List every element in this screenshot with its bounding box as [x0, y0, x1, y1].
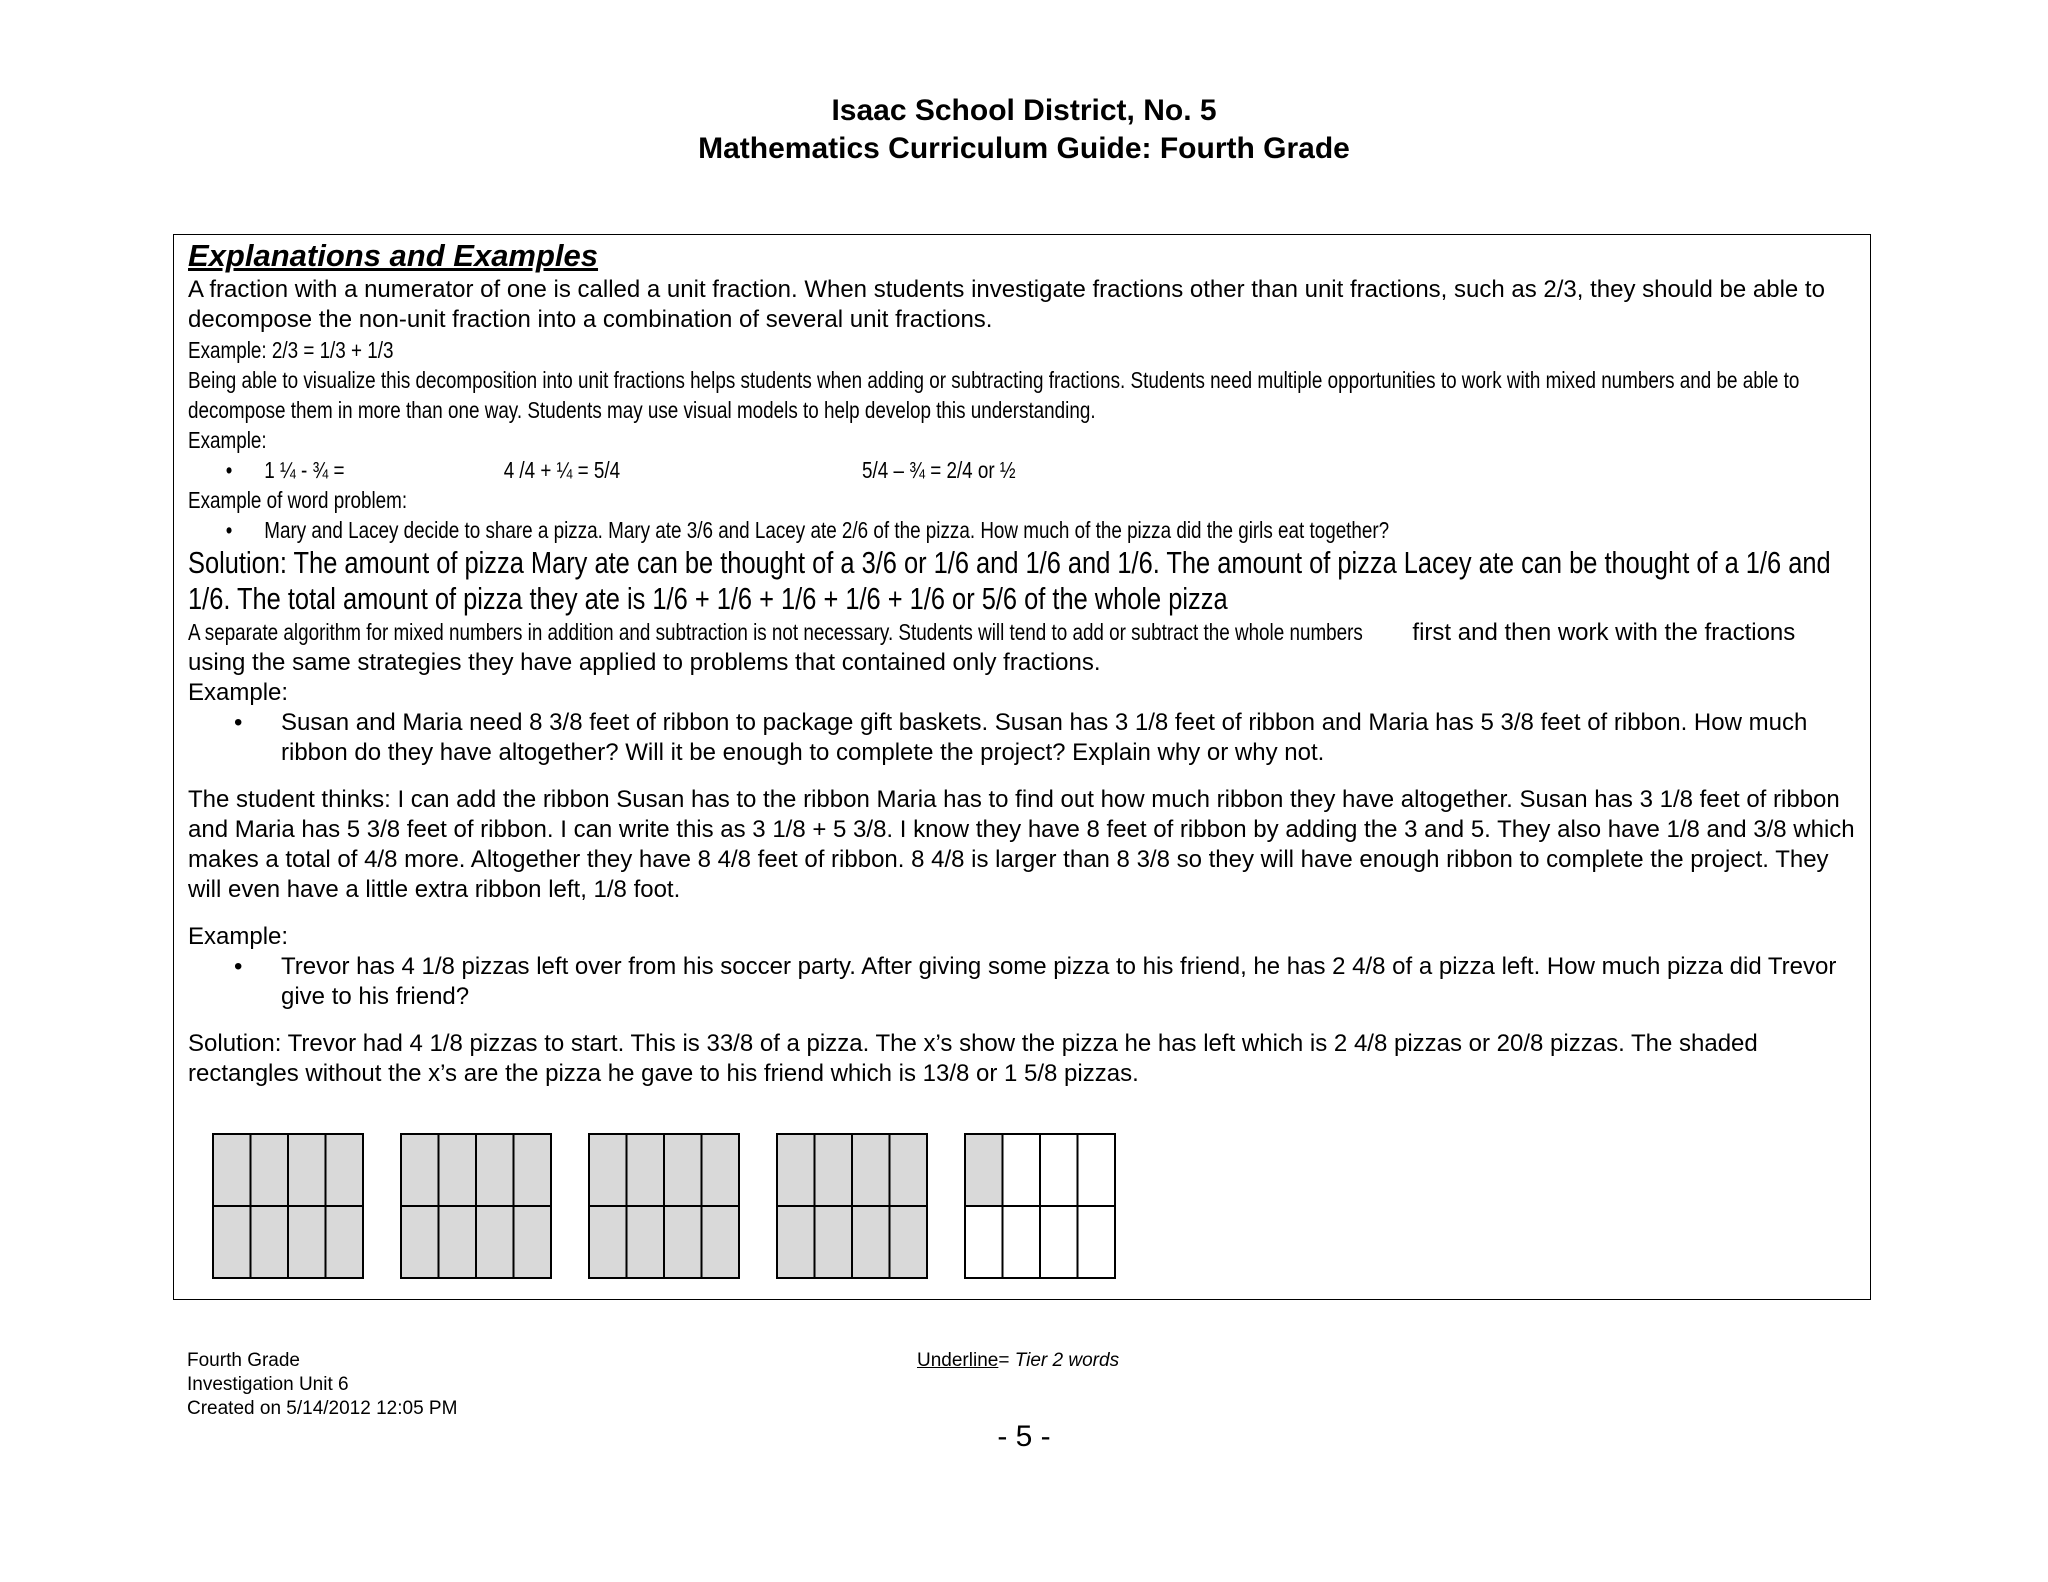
ribbon-problem-item — [188, 708, 1858, 768]
trevor-solution: Solution: Trevor had 4 1/8 pizzas to start. This is 33/8 of a pizza. The x’s show the pizza he has left which is 2 4/8 pizzas or 20/8 pizzas. The shaded rectangles without the x’s are the pizza he gave to his friend which is 13/8 or 1 5/8 pizzas. — [188, 1030, 1758, 1087]
footer-created: Created on 5/14/2012 12:05 PM — [187, 1398, 458, 1419]
shaded-eighth — [815, 1134, 853, 1206]
algorithm-paragraph — [188, 617, 1858, 678]
example-bullet-row — [188, 455, 1859, 485]
shaded-eighth — [326, 1206, 364, 1278]
legend-equals: = — [998, 1350, 1015, 1371]
shaded-eighth — [288, 1206, 326, 1278]
shaded-eighth — [664, 1134, 702, 1206]
ribbon-problem-text: Susan and Maria need 8 3/8 feet of ribbon to package gift baskets. Susan has 3 1/8 feet of ribbon and Maria has 5 3/8 feet of ribbon. How much ribbon do they have altogether? Will it be enough to complete the project? Explain why or why not. — [281, 709, 1808, 766]
trevor-problem-text: Trevor has 4 1/8 pizzas left over from his soccer party. After giving some pizza to his friend, he has 2 4/8 of a pizza left. How much pizza did Trevor give to his friend? — [281, 953, 1837, 1010]
legend-underline: Underline — [917, 1350, 999, 1371]
shaded-eighth — [476, 1134, 514, 1206]
algorithm-text-b: first and then work with the fractions using the same strategies they have applied to problems that contained only fractions. — [188, 619, 1796, 676]
example-label-3: Example: — [188, 923, 289, 950]
footer-info — [187, 1349, 457, 1421]
pizza-model — [777, 1134, 927, 1278]
shaded-eighth — [514, 1206, 552, 1278]
footer-legend — [917, 1349, 1119, 1373]
shaded-eighth — [702, 1206, 740, 1278]
shaded-eighth — [439, 1134, 477, 1206]
section-title: Explanations and Examples — [188, 238, 599, 273]
shaded-eighth — [852, 1134, 890, 1206]
shaded-eighth — [514, 1134, 552, 1206]
pizza-model — [401, 1134, 551, 1278]
empty-eighth — [965, 1206, 1003, 1278]
shaded-eighth — [251, 1206, 289, 1278]
empty-eighth — [1078, 1134, 1116, 1206]
example-label-2: Example: — [188, 679, 289, 706]
shaded-eighth — [401, 1134, 439, 1206]
footer-unit: Investigation Unit 6 — [187, 1374, 349, 1395]
bullet-expr-3: 5/4 – ¾ = 2/4 or ½ — [862, 457, 1016, 483]
shaded-eighth — [401, 1206, 439, 1278]
unit-fraction-paragraph: A fraction with a numerator of one is called a unit fraction. When students investigate fractions other than unit fractions, such as 2/3, they should be able to decompose the non-unit fraction into a combination of several unit fractions. — [188, 276, 1825, 333]
shaded-eighth — [627, 1206, 665, 1278]
shaded-eighth — [777, 1206, 815, 1278]
guide-title: Mathematics Curriculum Guide: Fourth Grade — [698, 132, 1350, 165]
shaded-eighth — [213, 1134, 251, 1206]
pizza-solution: Solution: The amount of pizza Mary ate can be thought of a 3/6 or 1/6 and 1/6 and 1/6. The amount of pizza Lacey ate can be thought of a 1/6 and 1/6. The total amount of pizza they ate is 1/6 + 1/6 + 1/6 + 1/6 + 1/6 or 5/6 of the whole pizza — [188, 545, 1831, 616]
bullet-icon: • — [234, 953, 243, 980]
shaded-eighth — [777, 1134, 815, 1206]
pizza-model — [213, 1134, 363, 1278]
example-label-1: Example: — [188, 427, 267, 453]
shaded-eighth — [627, 1134, 665, 1206]
page-number: - 5 - — [997, 1420, 1051, 1453]
explanations-box — [173, 234, 1871, 1300]
empty-eighth — [1040, 1134, 1078, 1206]
bullet-expr-1: 1 ¼ - ¾ = — [264, 457, 345, 483]
footer-grade: Fourth Grade — [187, 1350, 300, 1371]
bullet-icon: • — [225, 517, 233, 543]
empty-eighth — [1003, 1206, 1041, 1278]
example-decompose: Example: 2/3 = 1/3 + 1/3 — [188, 337, 394, 363]
trevor-problem-item — [188, 952, 1858, 1012]
district-title: Isaac School District, No. 5 — [831, 94, 1217, 127]
bullet-icon: • — [225, 457, 233, 483]
empty-eighth — [1040, 1206, 1078, 1278]
shaded-eighth — [965, 1134, 1003, 1206]
shaded-eighth — [213, 1206, 251, 1278]
empty-eighth — [1003, 1134, 1041, 1206]
shaded-eighth — [815, 1206, 853, 1278]
shaded-eighth — [589, 1134, 627, 1206]
legend-tier2: Tier 2 words — [1014, 1350, 1120, 1371]
shaded-eighth — [890, 1206, 928, 1278]
shaded-eighth — [251, 1134, 289, 1206]
empty-eighth — [1078, 1206, 1116, 1278]
page-header — [0, 92, 2048, 168]
bullet-expr-2: 4 /4 + ¼ = 5/4 — [503, 457, 621, 483]
shaded-eighth — [852, 1206, 890, 1278]
shaded-eighth — [664, 1206, 702, 1278]
pizza-model — [589, 1134, 739, 1278]
shaded-eighth — [476, 1206, 514, 1278]
shaded-eighth — [589, 1206, 627, 1278]
shaded-eighth — [288, 1134, 326, 1206]
shaded-eighth — [326, 1134, 364, 1206]
shaded-eighth — [890, 1134, 928, 1206]
word-problem-label: Example of word problem: — [188, 487, 408, 513]
pizza-model — [965, 1134, 1115, 1278]
algorithm-text-a: A separate algorithm for mixed numbers in addition and subtraction is not necessary. Students will tend to add or subtract the whole numbers — [188, 619, 1363, 645]
shaded-eighth — [439, 1206, 477, 1278]
word-problem-item — [188, 515, 1935, 545]
bullet-icon: • — [234, 709, 243, 736]
student-thinks-paragraph: The student thinks: I can add the ribbon Susan has to the ribbon Maria has to find out how much ribbon they have altogether. Susan has 3 1/8 feet of ribbon and Maria has 5 3/8 feet of ribbon. I can write this as 3 1/8 + 5 3/8. I know they have 8 feet of ribbon by adding the 3 and 5. They also have 1/8 and 3/8 which makes a total of 4/8 more. Altogether they have 8 4/8 feet of ribbon. 8 4/8 is larger than 8 3/8 so they will have enough ribbon to complete the project. They will even have a little extra ribbon left, 1/8 foot. — [188, 786, 1855, 903]
word-problem-text: Mary and Lacey decide to share a pizza. Mary ate 3/6 and Lacey ate 2/6 of the pizza. How much of the pizza did the girls eat together? — [264, 517, 1390, 543]
visualize-paragraph: Being able to visualize this decomposition into unit fractions helps students when adding or subtracting fractions. Students need multiple opportunities to work with mixed numbers and be able to decompose them in more than one way. Students may use visual models to help develop this understanding. — [188, 367, 1800, 423]
shaded-eighth — [702, 1134, 740, 1206]
explanations-content — [188, 235, 1858, 1089]
